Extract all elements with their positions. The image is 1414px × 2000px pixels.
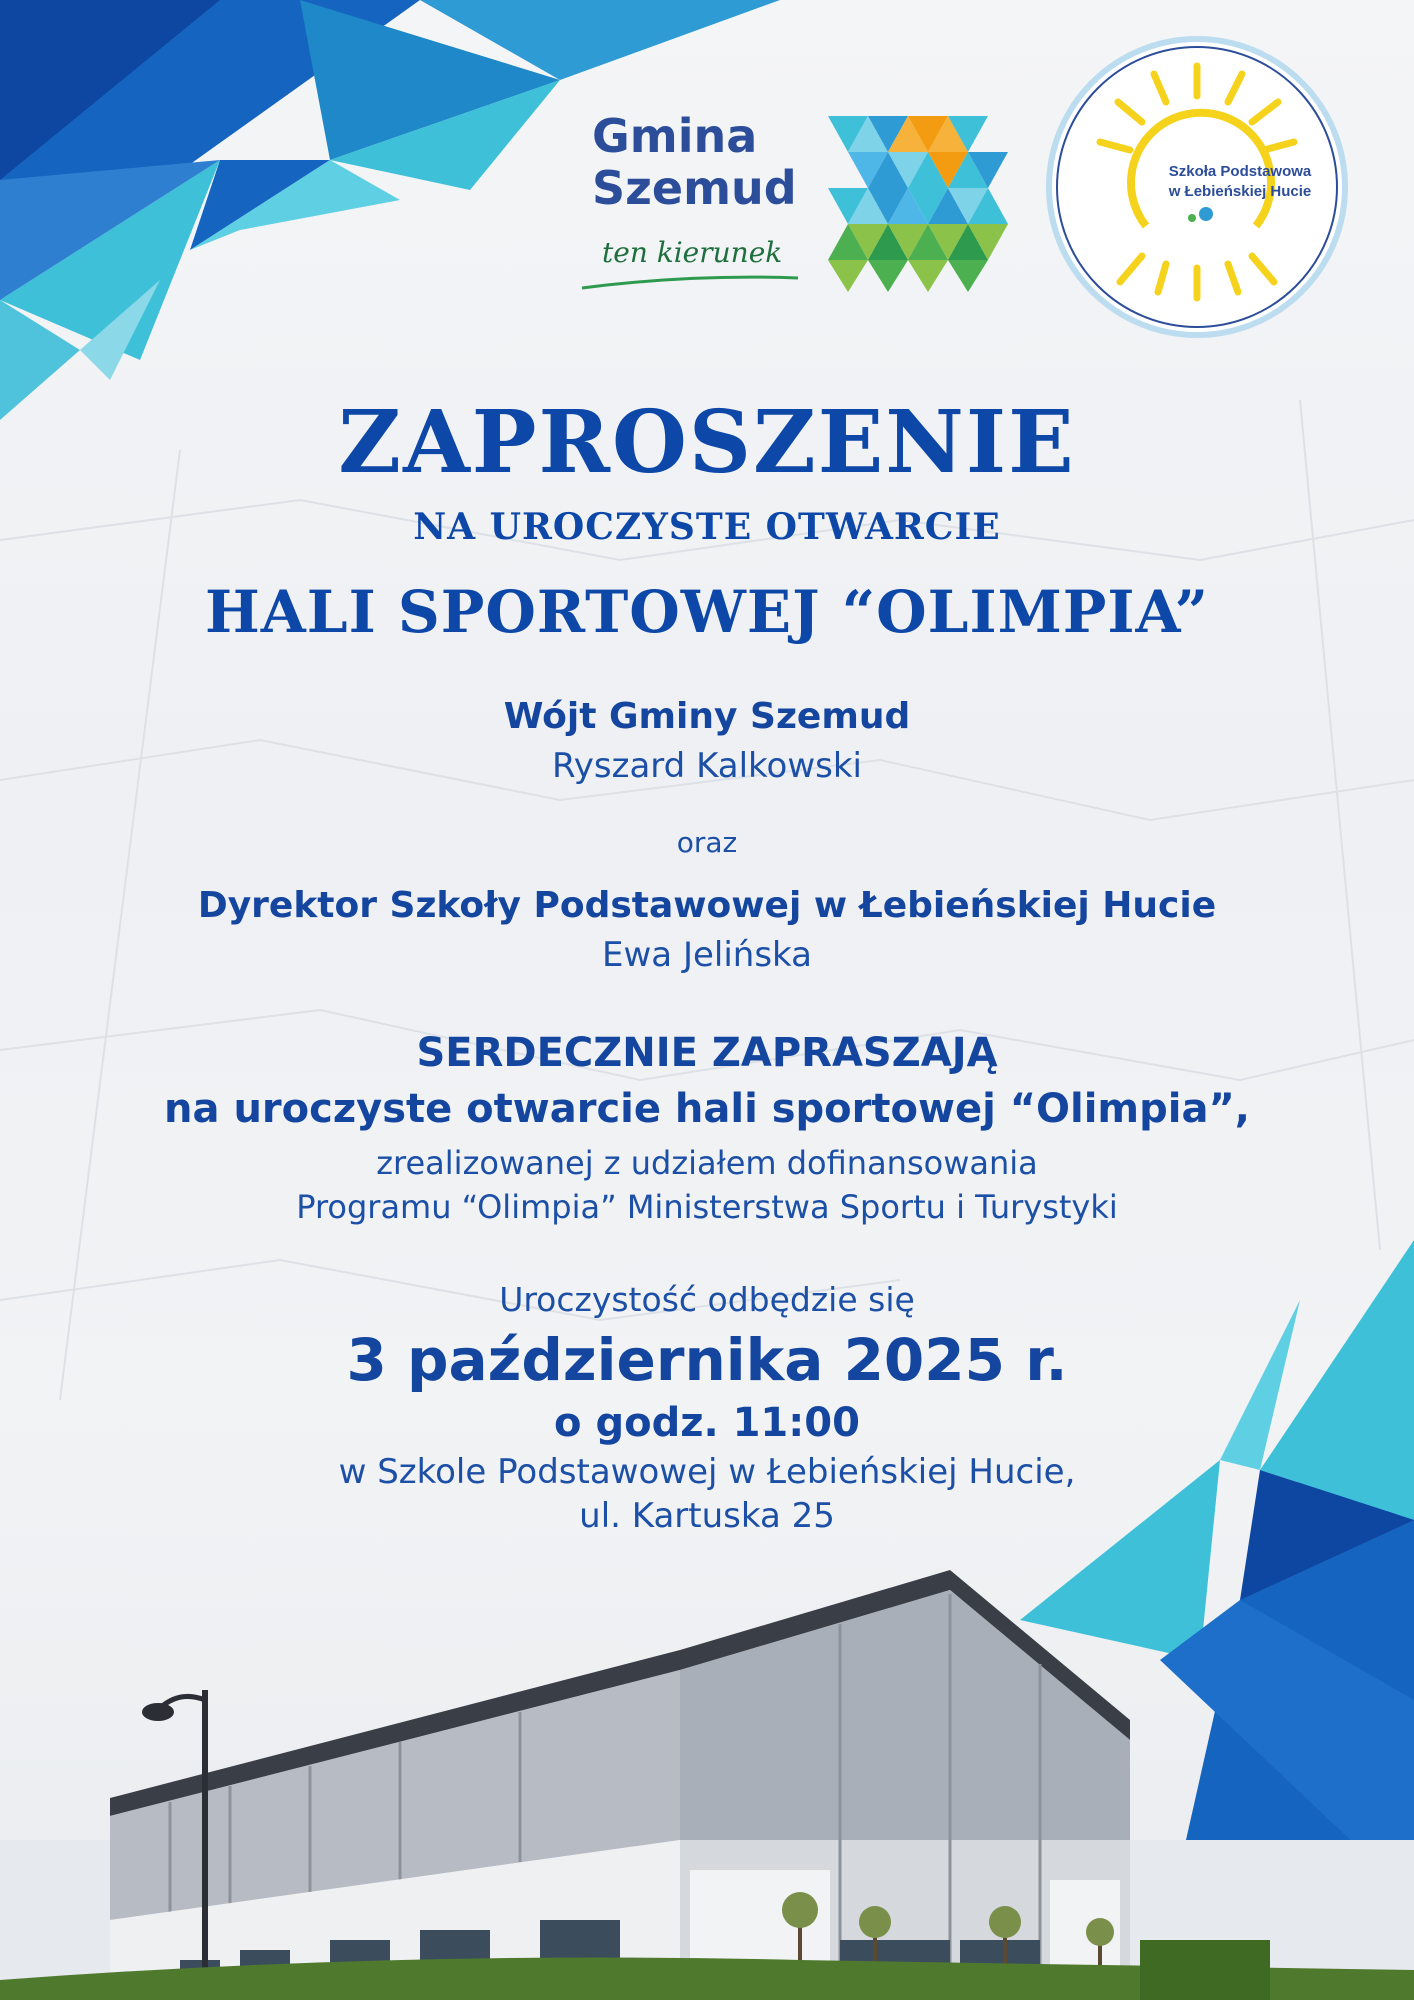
gmina-name-line2: Szemud [592, 161, 797, 215]
event-intro: Uroczystość odbędzie się [499, 1280, 915, 1319]
slogan-underline-icon [580, 272, 800, 292]
sports-hall-image [0, 1540, 1414, 2000]
director-title: Dyrektor Szkoły Podstawowej w Łebieńskiej Hucie [197, 885, 1217, 926]
opening-line: na uroczyste otwarcie hali sportowej “Olimpia”, [164, 1086, 1250, 1132]
funding-line-1: zrealizowanej z udziałem dofinansowania [376, 1144, 1038, 1182]
school-logo-text [1150, 162, 1330, 202]
invitation-subtitle: NA UROCZYSTE OTWARCIE [413, 506, 1001, 548]
conjunction-text: oraz [676, 826, 738, 859]
event-place: w Szkole Podstawowej w Łebieńskiej Hucie, [338, 1452, 1076, 1492]
invitation-hall-name: HALI SPORTOWEJ “OLIMPIA” [205, 578, 1209, 646]
event-street: ul. Kartuska 25 [579, 1496, 835, 1536]
school-logo-line1: Szkoła Podstawowa [1168, 163, 1312, 180]
gmina-triangle-logo-icon [828, 116, 1028, 292]
gmina-slogan: ten kierunek [602, 236, 783, 269]
invitation-title: ZAPROSZENIE [338, 392, 1076, 493]
event-date: 3 października 2025 r. [346, 1326, 1068, 1394]
wojt-title: Wójt Gminy Szemud [503, 696, 911, 737]
gmina-name-line1: Gmina [592, 109, 758, 163]
gmina-logo-text [592, 110, 832, 214]
event-time: o godz. 11:00 [554, 1400, 860, 1446]
school-logo-line2: w Łebieńskiej Hucie [1168, 183, 1312, 200]
director-name: Ewa Jelińska [602, 935, 812, 975]
funding-line-2: Programu “Olimpia” Ministerstwa Sportu i Turystyki [296, 1188, 1118, 1226]
wojt-name: Ryszard Kalkowski [552, 746, 862, 786]
invite-heading: SERDECZNIE ZAPRASZAJĄ [416, 1030, 998, 1076]
